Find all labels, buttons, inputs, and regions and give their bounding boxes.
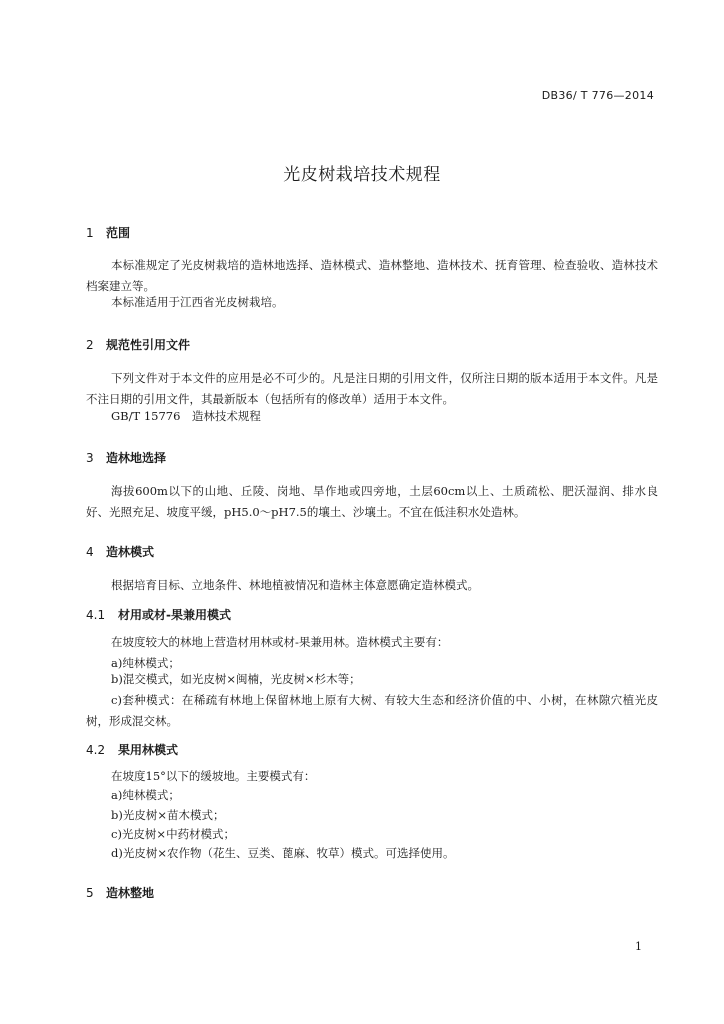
list-item: b)光皮树×苗木模式；: [111, 808, 225, 822]
paragraph: 海拔600m以下的山地、丘陵、岗地、旱作地或四旁地，土层60cm以上、土质疏松、肥沃湿润、排水良好、光照充足、坡度平缓，pH5.0～pH7.5的壤土、沙壤土。不宜在低洼积水处造林。: [86, 484, 658, 519]
list-item: a)纯林模式；: [111, 788, 180, 802]
section-number: 3: [86, 451, 94, 465]
paragraph: 下列文件对于本文件的应用是必不可少的。凡是注日期的引用文件，仅所注日期的版本适用于本文件。凡是不注日期的引用文件，其最新版本（包括所有的修改单）适用于本文件。: [86, 371, 658, 406]
paragraph: 本标准适用于江西省光皮树栽培。: [111, 295, 284, 309]
section-heading-afforestation-mode: [86, 543, 154, 560]
paragraph: 在坡度较大的林地上营造材用林或材-果兼用林。造林模式主要有：: [111, 635, 449, 649]
list-item: c)套种模式：在稀疏有林地上保留林地上原有大树、有较大生态和经济价值的中、小树，在林隙穴植光皮树，形成混交林。: [86, 693, 658, 728]
subsection-title: 材用或材-果兼用模式: [118, 608, 231, 622]
paragraph: 本标准规定了光皮树栽培的造林地选择、造林模式、造林整地、造林技术、抚育管理、检查验收、造林技术档案建立等。: [86, 258, 658, 293]
list-item: a)纯林模式；: [111, 656, 180, 670]
subsection-title: 果用林模式: [118, 743, 179, 757]
section-number: 4: [86, 545, 94, 559]
section-title: 规范性引用文件: [106, 338, 191, 352]
list-item: c)光皮树×中药材模式；: [111, 827, 236, 841]
section-heading-site-preparation: [86, 884, 154, 901]
section-number: 2: [86, 338, 94, 352]
list-item: d)光皮树×农作物（花生、豆类、蓖麻、牧草）模式。可选择使用。: [111, 846, 455, 860]
paragraph: 根据培育目标、立地条件、林地植被情况和造林主体意愿确定造林模式。: [111, 578, 479, 592]
subsection-heading-timber-mode: [86, 606, 231, 623]
section-number: 5: [86, 886, 94, 900]
section-title: 造林整地: [106, 886, 155, 900]
section-number: 1: [86, 226, 94, 240]
section-title: 造林模式: [106, 545, 155, 559]
section-title: 范围: [106, 226, 131, 240]
subsection-number: 4.1: [86, 608, 106, 622]
reference-item: GB/T 15776 造林技术规程: [111, 409, 261, 423]
standard-code: DB36/ T 776—2014: [541, 89, 654, 102]
subsection-number: 4.2: [86, 743, 106, 757]
list-item: b)混交模式，如光皮树×闽楠，光皮树×杉木等；: [111, 672, 361, 686]
section-heading-scope: [86, 224, 130, 241]
subsection-heading-fruit-mode: [86, 741, 178, 758]
section-title: 造林地选择: [106, 451, 167, 465]
section-heading-normative-references: [86, 336, 190, 353]
document-title: 光皮树栽培技术规程: [283, 165, 441, 185]
paragraph: 在坡度15°以下的缓坡地。主要模式有：: [111, 769, 316, 783]
page-number: 1: [635, 940, 642, 953]
section-heading-site-selection: [86, 449, 166, 466]
